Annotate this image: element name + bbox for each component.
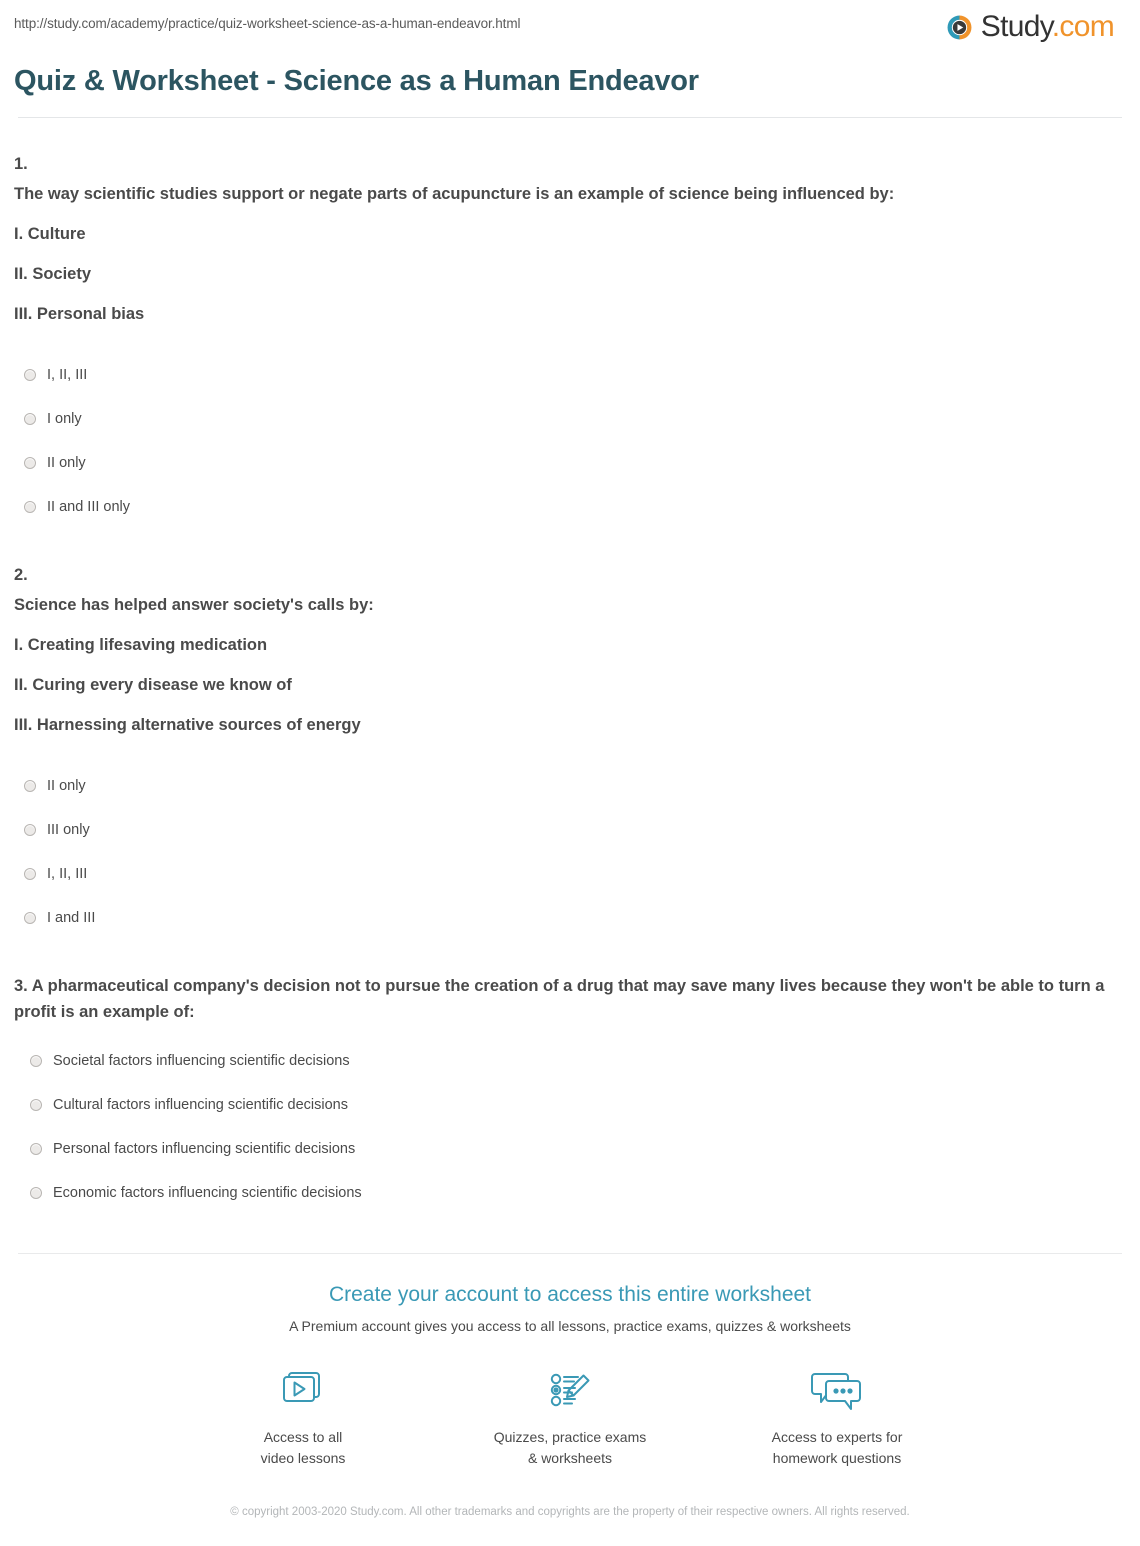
question-3 bbox=[14, 973, 1126, 1215]
radio-button-icon[interactable] bbox=[30, 1099, 42, 1111]
feature-label-line1: Quizzes, practice exams bbox=[493, 1429, 647, 1445]
cta-subtitle: A Premium account gives you access to all lessons, practice exams, quizzes & worksheets bbox=[289, 1318, 851, 1334]
question-subitem: I. Culture bbox=[14, 225, 86, 243]
radio-button-icon[interactable] bbox=[24, 824, 36, 836]
question-subitem: III. Personal bias bbox=[14, 305, 145, 323]
radio-button-icon[interactable] bbox=[24, 780, 36, 792]
logo-brand-name: Study bbox=[980, 10, 1052, 43]
feature-label bbox=[226, 1427, 381, 1469]
answer-option-label: I and III bbox=[47, 910, 96, 926]
speech-bubbles-icon bbox=[760, 1362, 915, 1418]
feature-quizzes-worksheets bbox=[493, 1362, 648, 1469]
page-url: http://study.com/academy/practice/quiz-worksheet-science-as-a-human-endeavor.html bbox=[14, 16, 521, 31]
answer-option[interactable] bbox=[14, 397, 1126, 441]
quiz-checklist-pencil-icon bbox=[493, 1362, 648, 1418]
answer-option[interactable] bbox=[14, 1039, 1126, 1083]
title-divider bbox=[18, 117, 1122, 118]
feature-expert-help bbox=[760, 1362, 915, 1469]
radio-button-icon[interactable] bbox=[30, 1143, 42, 1155]
answer-option[interactable] bbox=[14, 852, 1126, 896]
study-com-logo[interactable] bbox=[945, 12, 1126, 42]
answer-option-label: Cultural factors influencing scientific decisions bbox=[53, 1097, 348, 1113]
radio-button-icon[interactable] bbox=[24, 868, 36, 880]
feature-video-lessons bbox=[226, 1362, 381, 1469]
answer-option[interactable] bbox=[14, 764, 1126, 808]
answer-option-label: III only bbox=[47, 822, 90, 838]
video-lessons-icon bbox=[226, 1362, 381, 1418]
feature-label-line1: Access to experts for bbox=[771, 1429, 903, 1445]
question-subitem: I. Creating lifesaving medication bbox=[14, 636, 268, 654]
radio-button-icon[interactable] bbox=[30, 1055, 42, 1067]
feature-label-line1: Access to all bbox=[263, 1429, 343, 1445]
radio-button-icon[interactable] bbox=[24, 501, 36, 513]
logo-tld: .com bbox=[1051, 10, 1114, 43]
answer-option[interactable] bbox=[14, 896, 1126, 940]
feature-label bbox=[493, 1427, 648, 1469]
answer-option[interactable] bbox=[14, 1171, 1126, 1215]
radio-button-icon[interactable] bbox=[24, 369, 36, 381]
question-subitem: II. Society bbox=[14, 265, 92, 283]
radio-button-icon[interactable] bbox=[30, 1187, 42, 1199]
answer-options bbox=[14, 353, 1126, 529]
answer-option-label: Personal factors influencing scientific decisions bbox=[53, 1141, 356, 1157]
answer-option-label: II and III only bbox=[47, 499, 131, 515]
feature-label bbox=[760, 1427, 915, 1469]
question-stem: The way scientific studies support or negate parts of acupuncture is an example of science being influenced by: bbox=[14, 185, 895, 203]
page-title: Quiz & Worksheet - Science as a Human Endeavor bbox=[14, 65, 699, 97]
feature-label-line2: homework questions bbox=[772, 1450, 902, 1466]
features-list bbox=[0, 1362, 1140, 1469]
question-1 bbox=[14, 151, 1126, 529]
answer-option[interactable] bbox=[14, 441, 1126, 485]
question-subitem: II. Curing every disease we know of bbox=[14, 676, 292, 694]
answer-options bbox=[14, 764, 1126, 940]
cta-title[interactable]: Create your account to access this entire worksheet bbox=[328, 1283, 812, 1306]
answer-option-label: Societal factors influencing scientific decisions bbox=[53, 1053, 350, 1069]
question-stem: Science has helped answer society's calls by: bbox=[14, 596, 374, 614]
answer-option-label: II only bbox=[47, 455, 86, 471]
create-account-cta bbox=[0, 1254, 1140, 1469]
answer-option-label: I, II, III bbox=[47, 866, 88, 882]
answer-option-label: I, II, III bbox=[47, 367, 88, 383]
radio-button-icon[interactable] bbox=[24, 912, 36, 924]
answer-option[interactable] bbox=[14, 1083, 1126, 1127]
copyright-notice: © copyright 2003-2020 Study.com. All other trademarks and copyrights are the property of their respective owners. All rights reserved. bbox=[230, 1506, 910, 1518]
answer-option-label: II only bbox=[47, 778, 86, 794]
feature-label-line2: & worksheets bbox=[527, 1450, 613, 1466]
answer-option-label: I only bbox=[47, 411, 82, 427]
answer-option[interactable] bbox=[14, 485, 1126, 529]
radio-button-icon[interactable] bbox=[24, 457, 36, 469]
answer-option[interactable] bbox=[14, 1127, 1126, 1171]
question-number: 1. bbox=[14, 155, 28, 173]
questions-container bbox=[0, 151, 1140, 1215]
logo-wordmark bbox=[981, 12, 1114, 42]
feature-label-line2: video lessons bbox=[260, 1450, 346, 1466]
question-number: 2. bbox=[14, 566, 28, 584]
play-circle-icon bbox=[945, 13, 974, 42]
question-subitem: III. Harnessing alternative sources of energy bbox=[14, 716, 361, 734]
question-stem: 3. A pharmaceutical company's decision not to pursue the creation of a drug that may save many lives because they won't be able to turn a profit is an example of: bbox=[14, 977, 1105, 1021]
answer-option[interactable] bbox=[14, 808, 1126, 852]
radio-button-icon[interactable] bbox=[24, 413, 36, 425]
answer-option[interactable] bbox=[14, 353, 1126, 397]
question-2 bbox=[14, 562, 1126, 940]
answer-option-label: Economic factors influencing scientific decisions bbox=[53, 1185, 362, 1201]
page-header bbox=[0, 0, 1140, 42]
answer-options bbox=[14, 1039, 1126, 1215]
